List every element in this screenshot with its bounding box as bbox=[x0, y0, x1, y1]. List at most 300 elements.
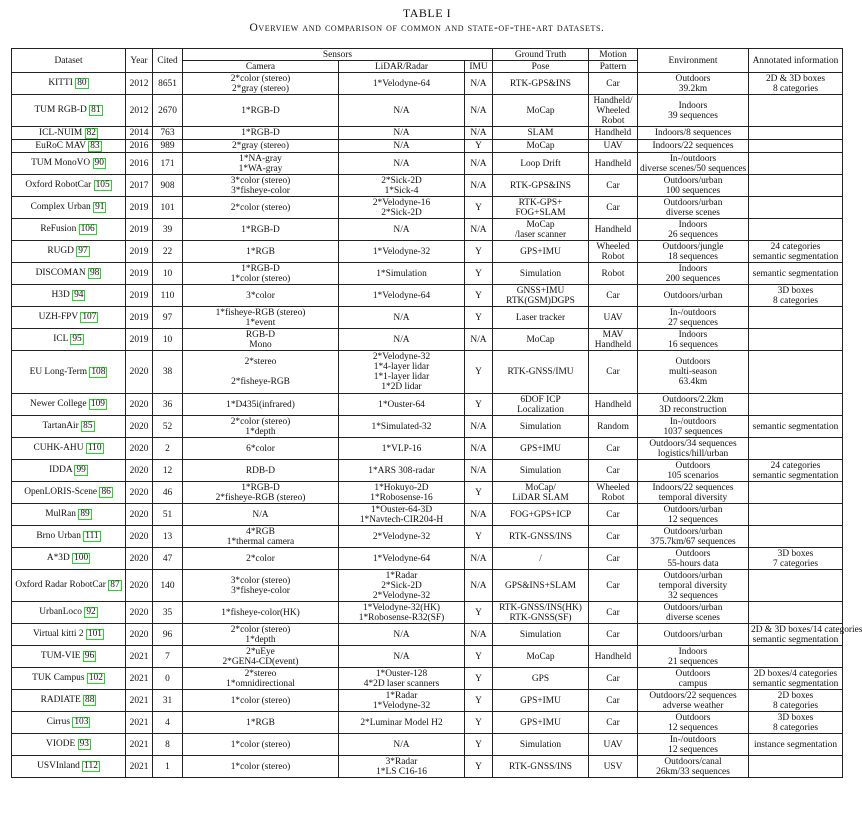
annotation-cell bbox=[749, 460, 843, 482]
citation-link[interactable]: 91 bbox=[95, 202, 105, 212]
dataset-name-text: A*3D bbox=[46, 553, 73, 563]
cited-cell: 2670 bbox=[153, 95, 183, 127]
cited-cell: 8651 bbox=[153, 73, 183, 95]
citation-link[interactable]: 103 bbox=[74, 717, 89, 727]
annotation-cell-line: 24 categories bbox=[770, 460, 821, 471]
environment-cell bbox=[638, 570, 749, 602]
environment-cell-line: campus bbox=[678, 678, 708, 689]
table-row bbox=[12, 241, 843, 263]
citation-link[interactable]: 108 bbox=[91, 366, 106, 377]
cited-cell: 46 bbox=[153, 482, 183, 504]
lidar-cell bbox=[339, 175, 465, 197]
environment-cell-line: Indoors/22 sequences bbox=[652, 482, 734, 493]
motion-cell-line: Handheld bbox=[594, 224, 632, 235]
pose-cell bbox=[493, 526, 589, 548]
annotation-cell bbox=[749, 285, 843, 307]
pose-cell-line: GPS+IMU bbox=[520, 695, 561, 706]
environment-cell bbox=[638, 73, 749, 95]
dataset-name-text: ReFusion bbox=[40, 224, 79, 234]
table-row bbox=[12, 668, 843, 690]
pose-cell bbox=[493, 73, 589, 95]
table-row bbox=[12, 570, 843, 602]
imu-cell: Y bbox=[465, 140, 493, 153]
dataset-name bbox=[12, 690, 126, 712]
camera-cell-line: 1*RGB-D bbox=[241, 224, 280, 235]
motion-cell-line: Car bbox=[606, 290, 620, 301]
camera-cell-line: 2*uEye bbox=[246, 646, 275, 657]
dataset-name-text: TUK Campus bbox=[32, 673, 87, 683]
lidar-cell-line: 4*2D laser scanners bbox=[363, 678, 440, 689]
motion-cell-line: Handheld bbox=[594, 339, 632, 350]
environment-cell-line: Outdoors/canal bbox=[664, 756, 722, 767]
annotation-cell-line: 2D & 3D boxes/14 categories bbox=[751, 624, 862, 635]
header-year: Year bbox=[126, 49, 153, 73]
environment-cell-line: In-/outdoors bbox=[669, 307, 717, 318]
motion-cell bbox=[589, 307, 638, 329]
motion-cell bbox=[589, 241, 638, 263]
annotation-cell-line: semantic segmentation bbox=[752, 251, 839, 262]
motion-cell-line: Robot bbox=[601, 268, 625, 279]
dataset-name bbox=[12, 668, 126, 690]
pose-cell bbox=[493, 394, 589, 416]
dataset-name-text: Cirrus bbox=[46, 717, 73, 727]
pose-cell bbox=[493, 197, 589, 219]
dataset-name bbox=[12, 712, 126, 734]
year-cell: 2021 bbox=[126, 712, 153, 734]
citation-link[interactable]: 82 bbox=[86, 127, 96, 138]
citation-link[interactable]: 92 bbox=[86, 607, 96, 617]
citation-link[interactable]: 94 bbox=[74, 290, 84, 300]
citation-link[interactable]: 95 bbox=[72, 334, 82, 344]
lidar-cell bbox=[339, 329, 465, 351]
citation-link[interactable]: 86 bbox=[101, 487, 111, 497]
citation-link[interactable]: 93 bbox=[79, 739, 89, 749]
camera-cell-line: 1*omnidirectional bbox=[226, 678, 295, 689]
environment-cell-line: 100 sequences bbox=[665, 185, 721, 196]
table-row bbox=[12, 460, 843, 482]
year-cell: 2021 bbox=[126, 756, 153, 778]
citation-link[interactable]: 111 bbox=[85, 531, 99, 541]
lidar-cell-line: 2*Sick-2D bbox=[381, 580, 422, 591]
imu-cell: N/A bbox=[465, 73, 493, 95]
motion-cell bbox=[589, 734, 638, 756]
year-cell: 2020 bbox=[126, 526, 153, 548]
annotation-cell bbox=[749, 690, 843, 712]
camera-cell-line: 1*event bbox=[245, 317, 276, 328]
table-body bbox=[12, 73, 862, 778]
motion-cell bbox=[589, 197, 638, 219]
lidar-cell bbox=[339, 460, 465, 482]
lidar-cell-line: 1*Ouster-64 bbox=[378, 399, 425, 410]
pose-cell-line: RTK-GNSS/INS bbox=[509, 761, 572, 772]
motion-cell-line: Car bbox=[606, 717, 620, 728]
camera-cell bbox=[183, 416, 339, 438]
header-pose: Pose bbox=[493, 61, 589, 73]
table-row bbox=[12, 285, 843, 307]
camera-cell bbox=[183, 219, 339, 241]
lidar-cell-line: 1*Navtech-CIR204-H bbox=[359, 514, 444, 525]
motion-cell-line: Car bbox=[606, 367, 620, 377]
annotation-cell bbox=[749, 197, 843, 219]
year-cell: 2019 bbox=[126, 197, 153, 219]
pose-cell-line: RTK-GPS&INS bbox=[510, 78, 571, 89]
imu-cell: N/A bbox=[465, 416, 493, 438]
table-row bbox=[12, 95, 843, 127]
lidar-cell bbox=[339, 712, 465, 734]
citation-link[interactable]: 83 bbox=[90, 140, 100, 151]
lidar-cell bbox=[339, 197, 465, 219]
environment-cell-line: 105 scenarios bbox=[667, 470, 719, 481]
pose-cell-line: RTK-GNSS/IMU bbox=[507, 367, 574, 377]
citation-link[interactable]: 110 bbox=[87, 443, 102, 453]
pose-cell bbox=[493, 460, 589, 482]
motion-cell bbox=[589, 548, 638, 570]
dataset-name-text: Newer College bbox=[30, 399, 89, 409]
pose-cell-line: RTK(GSM)DGPS bbox=[506, 295, 575, 306]
year-cell: 2014 bbox=[126, 127, 153, 140]
motion-cell bbox=[589, 140, 638, 153]
motion-cell-line: Car bbox=[606, 531, 620, 542]
environment-cell-line: 27 sequences bbox=[668, 317, 718, 328]
environment-cell-line: 12 sequences bbox=[668, 722, 718, 733]
environment-cell-line: temporal diversity bbox=[658, 492, 728, 503]
pose-cell bbox=[493, 219, 589, 241]
environment-cell bbox=[638, 690, 749, 712]
table-row bbox=[12, 394, 843, 416]
environment-cell-line: 63.4km bbox=[678, 377, 708, 387]
camera-cell bbox=[183, 394, 339, 416]
environment-cell bbox=[638, 526, 749, 548]
environment-cell-line: 32 sequences bbox=[668, 590, 718, 601]
dataset-name-text: Complex Urban bbox=[30, 202, 94, 212]
lidar-cell bbox=[339, 734, 465, 756]
imu-cell: N/A bbox=[465, 219, 493, 241]
year-cell: 2021 bbox=[126, 646, 153, 668]
camera-cell-line: 2*GEN4-CD(event) bbox=[222, 656, 299, 667]
camera-cell bbox=[183, 197, 339, 219]
cited-cell: 989 bbox=[153, 140, 183, 153]
motion-cell bbox=[589, 668, 638, 690]
dataset-name bbox=[12, 140, 126, 153]
annotation-cell-line: 2D boxes/4 categories bbox=[753, 668, 838, 679]
environment-cell bbox=[638, 624, 749, 646]
lidar-cell-line: 1*Radar bbox=[385, 570, 418, 581]
citation-link[interactable]: 107 bbox=[82, 312, 97, 322]
citation-link[interactable]: 97 bbox=[78, 246, 88, 256]
pose-cell bbox=[493, 241, 589, 263]
table-row bbox=[12, 646, 843, 668]
motion-cell-line: UAV bbox=[603, 739, 623, 750]
cited-cell: 763 bbox=[153, 127, 183, 140]
annotation-cell bbox=[749, 570, 843, 602]
table-row bbox=[12, 548, 843, 570]
cited-cell: 4 bbox=[153, 712, 183, 734]
dataset-name bbox=[12, 73, 126, 95]
year-cell: 2016 bbox=[126, 153, 153, 175]
motion-cell bbox=[589, 153, 638, 175]
table-row bbox=[12, 438, 843, 460]
pose-cell-line: Simulation bbox=[519, 739, 562, 750]
imu-cell: N/A bbox=[465, 570, 493, 602]
motion-cell-line: Car bbox=[606, 180, 620, 191]
pose-cell-line: GPS&INS+SLAM bbox=[505, 580, 576, 591]
cited-cell: 2 bbox=[153, 438, 183, 460]
pose-cell bbox=[493, 263, 589, 285]
environment-cell bbox=[638, 219, 749, 241]
camera-cell-line: 2*color bbox=[246, 553, 275, 564]
camera-cell-line: 1*RGB-D bbox=[241, 263, 280, 274]
environment-cell-line: temporal diversity bbox=[658, 580, 728, 591]
imu-cell: Y bbox=[465, 482, 493, 504]
motion-cell-line: Car bbox=[606, 673, 620, 684]
pose-cell bbox=[493, 140, 589, 153]
camera-cell-line: 1*color (stereo) bbox=[230, 695, 291, 706]
year-cell: 2020 bbox=[126, 460, 153, 482]
lidar-cell-line: N/A bbox=[393, 158, 410, 169]
header-cited: Cited bbox=[153, 49, 183, 73]
motion-cell bbox=[589, 504, 638, 526]
citation-link[interactable]: 87 bbox=[110, 580, 120, 590]
dataset-name bbox=[12, 756, 126, 778]
pose-cell bbox=[493, 690, 589, 712]
citation-link[interactable]: 98 bbox=[89, 268, 100, 278]
dataset-name bbox=[12, 504, 126, 526]
lidar-cell-line: 1*Velodyne-32 bbox=[372, 700, 431, 711]
environment-cell-line: Indoors bbox=[678, 329, 708, 340]
dataset-name bbox=[12, 602, 126, 624]
lidar-cell bbox=[339, 263, 465, 285]
camera-cell bbox=[183, 756, 339, 778]
environment-cell-line: Outdoors/urban bbox=[663, 290, 723, 301]
dataset-name bbox=[12, 482, 126, 504]
header-imu: IMU bbox=[465, 61, 493, 73]
motion-cell bbox=[589, 285, 638, 307]
dataset-name-text: EU Long-Term bbox=[29, 366, 90, 377]
camera-cell-line: 2*color (stereo) bbox=[230, 624, 291, 635]
pose-cell-line: LiDAR SLAM bbox=[512, 492, 569, 503]
motion-cell bbox=[589, 624, 638, 646]
camera-cell-line: 2*fisheye-RGB bbox=[231, 377, 290, 387]
annotation-cell bbox=[749, 394, 843, 416]
imu-cell: Y bbox=[465, 756, 493, 778]
environment-cell bbox=[638, 307, 749, 329]
citation-link[interactable]: 81 bbox=[91, 105, 101, 115]
camera-cell-line: 1*fisheye-color(HK) bbox=[221, 607, 300, 618]
dataset-name bbox=[12, 95, 126, 127]
imu-cell: Y bbox=[465, 526, 493, 548]
table-row bbox=[12, 140, 843, 153]
camera-cell-line: 1*depth bbox=[245, 426, 276, 437]
citation-link[interactable]: 99 bbox=[76, 465, 86, 475]
pose-cell-line: Loop Drift bbox=[520, 158, 561, 169]
annotation-cell bbox=[749, 756, 843, 778]
citation-link[interactable]: 106 bbox=[80, 224, 95, 234]
camera-cell bbox=[183, 646, 339, 668]
dataset-name-text: UrbanLoco bbox=[39, 607, 85, 617]
citation-link[interactable]: 100 bbox=[74, 553, 89, 563]
pose-cell-line: SLAM bbox=[527, 128, 554, 138]
table-row bbox=[12, 482, 843, 504]
motion-cell-line: USV bbox=[603, 761, 623, 772]
motion-cell bbox=[589, 329, 638, 351]
cited-cell: 12 bbox=[153, 460, 183, 482]
camera-cell-line: 1*color (stereo) bbox=[230, 739, 291, 750]
pose-cell-line: RTK-GPS+ bbox=[518, 197, 563, 208]
cited-cell: 36 bbox=[153, 394, 183, 416]
lidar-cell-line: 1*Velodyne-64 bbox=[372, 553, 431, 564]
dataset-name-text: RADIATE bbox=[40, 695, 84, 705]
motion-cell-line: Car bbox=[606, 580, 620, 591]
camera-cell-line: 1*NA-gray bbox=[239, 153, 282, 164]
citation-link[interactable]: 88 bbox=[85, 695, 95, 705]
camera-cell bbox=[183, 712, 339, 734]
citation-link[interactable]: 101 bbox=[87, 629, 102, 639]
annotation-cell-line: 3D boxes bbox=[777, 285, 814, 296]
header-lidar: LiDAR/Radar bbox=[339, 61, 465, 73]
table-row bbox=[12, 624, 843, 646]
year-cell: 2019 bbox=[126, 219, 153, 241]
environment-cell-line: diverse scenes bbox=[666, 612, 720, 623]
camera-cell bbox=[183, 153, 339, 175]
year-cell: 2020 bbox=[126, 570, 153, 602]
environment-cell-line: 26km/33 sequences bbox=[656, 766, 730, 777]
motion-cell-line: Wheeled bbox=[596, 241, 630, 252]
pose-cell-line: GPS bbox=[531, 673, 550, 684]
motion-cell-line: UAV bbox=[603, 312, 623, 323]
pose-cell bbox=[493, 602, 589, 624]
year-cell: 2020 bbox=[126, 548, 153, 570]
imu-cell: Y bbox=[465, 668, 493, 690]
environment-cell-line: 375.7km/67 sequences bbox=[650, 536, 736, 547]
imu-cell: Y bbox=[465, 734, 493, 756]
pose-cell-line: GPS+IMU bbox=[520, 717, 561, 728]
annotation-cell bbox=[749, 416, 843, 438]
dataset-name bbox=[12, 570, 126, 602]
camera-cell-line: 2*gray (stereo) bbox=[231, 83, 289, 94]
annotation-cell bbox=[749, 153, 843, 175]
pose-cell-line: Simulation bbox=[519, 421, 562, 432]
environment-cell-line: 16 sequences bbox=[668, 339, 718, 350]
lidar-cell-line: N/A bbox=[393, 629, 410, 640]
environment-cell-line: Outdoors bbox=[675, 712, 711, 723]
imu-cell: Y bbox=[465, 602, 493, 624]
pose-cell-line: Simulation bbox=[519, 629, 562, 640]
environment-cell-line: Outdoors/urban bbox=[663, 570, 723, 581]
motion-cell-line: Wheeled bbox=[596, 105, 630, 116]
motion-cell-line: Wheeled bbox=[596, 482, 630, 493]
camera-cell-line: 3*fisheye-color bbox=[231, 585, 290, 596]
pose-cell bbox=[493, 285, 589, 307]
motion-cell bbox=[589, 127, 638, 140]
citation-link[interactable]: 96 bbox=[84, 651, 95, 661]
table-label: TABLE I bbox=[402, 6, 452, 20]
motion-cell-line: Handheld bbox=[594, 651, 632, 662]
citation-link[interactable]: 112 bbox=[84, 761, 98, 771]
lidar-cell-line: N/A bbox=[393, 128, 410, 138]
camera-cell-line: 1*D435i(infrared) bbox=[226, 399, 295, 410]
header-camera: Camera bbox=[183, 61, 339, 73]
citation-link[interactable]: 109 bbox=[90, 399, 105, 409]
pose-cell-line: Simulation bbox=[519, 268, 562, 279]
camera-cell bbox=[183, 668, 339, 690]
lidar-cell-line: 1*Simulation bbox=[376, 268, 427, 279]
environment-cell bbox=[638, 95, 749, 127]
lidar-cell-line: 2*Luminar Model H2 bbox=[360, 717, 443, 728]
year-cell: 2021 bbox=[126, 668, 153, 690]
pose-cell bbox=[493, 504, 589, 526]
environment-cell-line: 1037 sequences bbox=[663, 426, 723, 437]
pose-cell-line: /laser scanner bbox=[514, 229, 567, 240]
dataset-name bbox=[12, 127, 126, 140]
pose-cell-line: 6DOF ICP bbox=[520, 394, 561, 405]
citation-link[interactable]: 89 bbox=[80, 509, 90, 519]
motion-cell-line: Car bbox=[606, 607, 620, 618]
cited-cell: 38 bbox=[153, 351, 183, 394]
table-caption: Overview and comparison of common and state-of-the-art datasets. bbox=[249, 22, 605, 34]
citation-link[interactable]: 105 bbox=[95, 180, 110, 190]
table-row bbox=[12, 329, 843, 351]
environment-cell bbox=[638, 646, 749, 668]
year-cell: 2020 bbox=[126, 394, 153, 416]
imu-cell: N/A bbox=[465, 95, 493, 127]
table-row bbox=[12, 712, 843, 734]
camera-cell bbox=[183, 624, 339, 646]
dataset-name bbox=[12, 548, 126, 570]
lidar-cell-line: 2*Sick-2D bbox=[381, 207, 422, 218]
annotation-cell bbox=[749, 307, 843, 329]
pose-cell-line: MoCap bbox=[526, 141, 555, 151]
pose-cell bbox=[493, 175, 589, 197]
citation-link[interactable]: 90 bbox=[94, 158, 104, 168]
motion-cell-line: Car bbox=[606, 465, 620, 476]
table-row bbox=[12, 197, 843, 219]
year-cell: 2021 bbox=[126, 690, 153, 712]
table-row bbox=[12, 734, 843, 756]
lidar-cell bbox=[339, 416, 465, 438]
pose-cell-line: MoCap bbox=[526, 219, 555, 230]
pose-cell-line: MoCap bbox=[526, 651, 555, 662]
dataset-name-text: USVInland bbox=[37, 761, 83, 771]
pose-cell-line: MoCap bbox=[526, 105, 555, 116]
motion-cell bbox=[589, 602, 638, 624]
cited-cell: 1 bbox=[153, 756, 183, 778]
camera-cell-line: 1*depth bbox=[245, 634, 276, 645]
camera-cell-line: 1*WA-gray bbox=[238, 163, 283, 174]
annotation-cell-line: 8 categories bbox=[772, 700, 819, 711]
environment-cell bbox=[638, 668, 749, 690]
dataset-name-text: RUGD bbox=[47, 246, 77, 256]
camera-cell bbox=[183, 460, 339, 482]
motion-cell-line: Car bbox=[606, 629, 620, 640]
lidar-cell-line: 1*Sick-4 bbox=[384, 185, 419, 196]
citation-link[interactable]: 102 bbox=[88, 673, 103, 683]
cited-cell: 52 bbox=[153, 416, 183, 438]
imu-cell: Y bbox=[465, 263, 493, 285]
environment-cell bbox=[638, 548, 749, 570]
annotation-cell bbox=[749, 734, 843, 756]
environment-cell bbox=[638, 285, 749, 307]
environment-cell-line: Outdoors bbox=[675, 357, 711, 367]
camera-cell bbox=[183, 241, 339, 263]
lidar-cell bbox=[339, 438, 465, 460]
environment-cell bbox=[638, 756, 749, 778]
citation-link[interactable]: 85 bbox=[83, 421, 93, 431]
annotation-cell bbox=[749, 548, 843, 570]
annotation-cell bbox=[749, 127, 843, 140]
motion-cell bbox=[589, 690, 638, 712]
citation-link[interactable]: 80 bbox=[77, 78, 87, 88]
environment-cell-line: diverse scenes/50 sequences bbox=[640, 163, 747, 174]
